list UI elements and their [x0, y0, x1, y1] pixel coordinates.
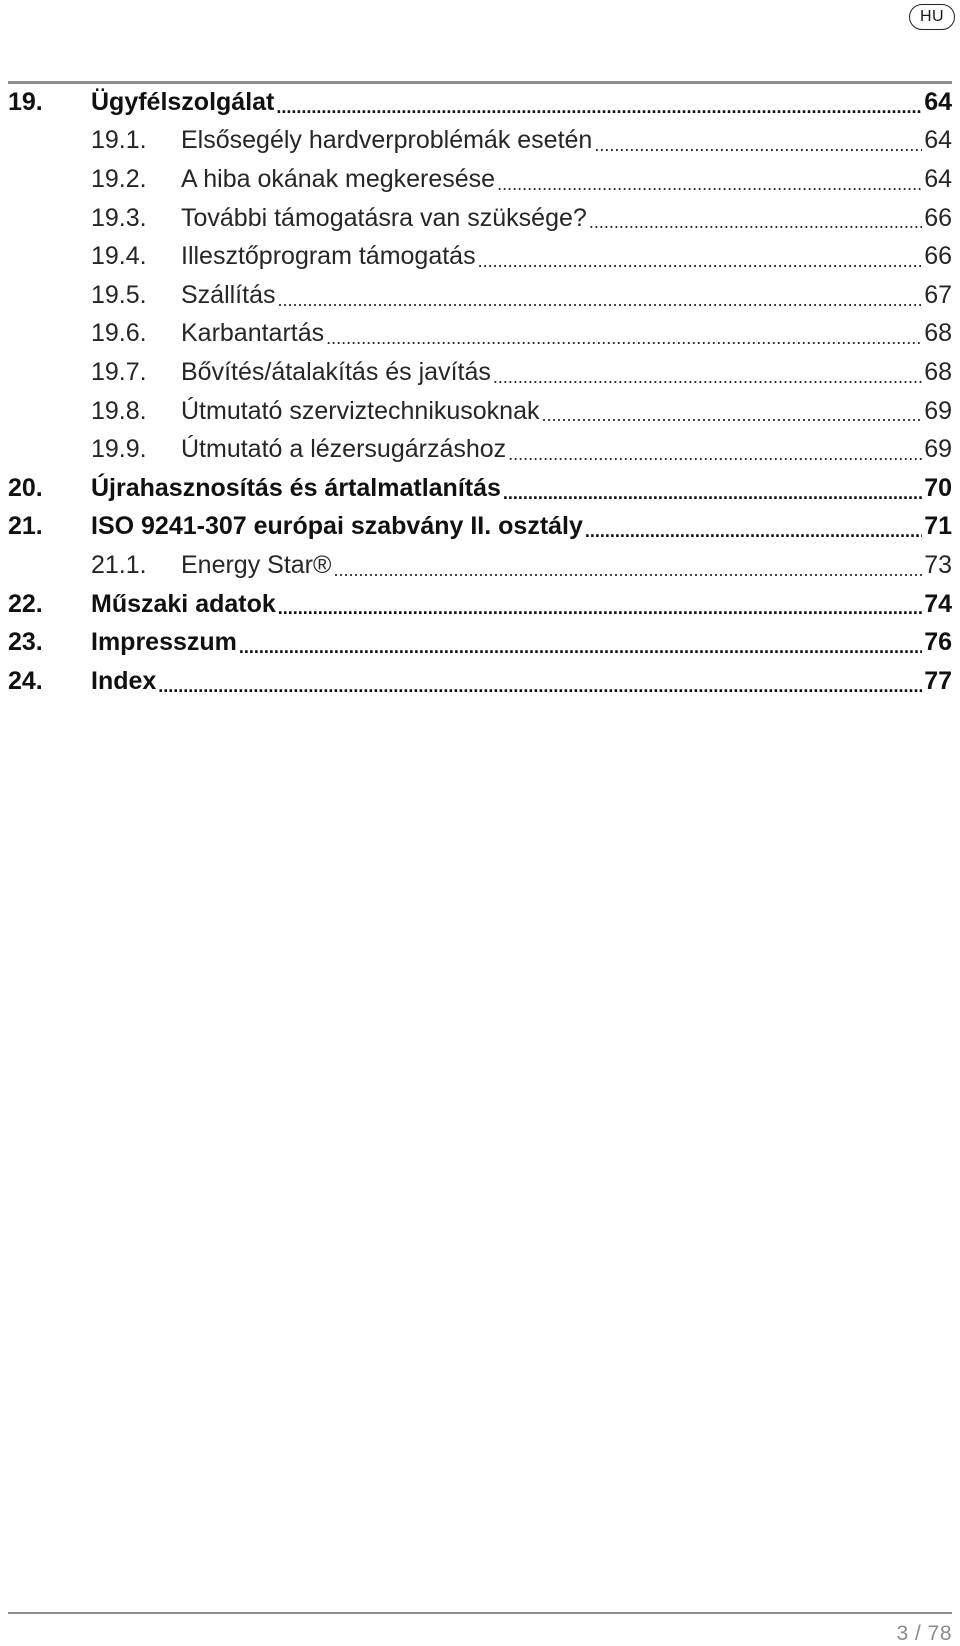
- toc-entry-page: 69: [924, 435, 952, 464]
- toc-leader-dots: [239, 636, 922, 662]
- toc-entry-19-1[interactable]: [8, 122, 952, 161]
- toc-entry-page: 64: [924, 87, 952, 116]
- toc-entry-22[interactable]: [8, 585, 952, 624]
- toc-leader-dots: [276, 96, 922, 122]
- toc-entry-number: 19.7.: [91, 357, 147, 386]
- toc-entry-number: 20.: [8, 473, 43, 502]
- toc-leader-dots: [594, 134, 922, 160]
- toc-entry-number: 21.: [8, 512, 43, 541]
- toc-entry-20[interactable]: [8, 469, 952, 508]
- toc-leader-dots: [585, 520, 922, 546]
- toc-entry-title: Bővítés/átalakítás és javítás: [181, 357, 491, 386]
- toc-entry-19-2[interactable]: [8, 160, 952, 199]
- toc-leader-dots: [589, 211, 922, 237]
- table-of-contents: [8, 83, 952, 701]
- language-badge: HU: [909, 4, 955, 30]
- toc-entry-page: 68: [924, 357, 952, 386]
- toc-entry-number: 19.4.: [91, 242, 147, 271]
- toc-entry-title: ISO 9241-307 európai szabvány II. osztály: [91, 512, 583, 541]
- toc-entry-number: 19.8.: [91, 396, 147, 425]
- toc-entry-19-5[interactable]: [8, 276, 952, 315]
- toc-entry-23[interactable]: [8, 623, 952, 662]
- toc-entry-title: Impresszum: [91, 628, 237, 657]
- toc-entry-page: 67: [924, 280, 952, 309]
- toc-entry-page: 64: [924, 164, 952, 193]
- toc-entry-title: Útmutató szerviztechnikusoknak: [181, 396, 540, 425]
- toc-entry-page: 74: [924, 589, 952, 618]
- toc-leader-dots: [278, 597, 922, 623]
- toc-entry-19-4[interactable]: [8, 237, 952, 276]
- toc-entry-title: Index: [91, 666, 157, 695]
- toc-leader-dots: [493, 366, 922, 392]
- toc-entry-number: 23.: [8, 628, 43, 657]
- toc-entry-number: 19.1.: [91, 126, 147, 155]
- toc-leader-dots: [503, 482, 922, 508]
- toc-entry-number: 24.: [8, 666, 43, 695]
- toc-entry-page: 76: [924, 628, 952, 657]
- toc-entry-title: Útmutató a lézersugárzáshoz: [181, 435, 507, 464]
- toc-entry-number: 22.: [8, 589, 43, 618]
- page-number: 3 / 78: [896, 1622, 952, 1645]
- toc-entry-page: 66: [924, 242, 952, 271]
- toc-entry-number: 19.9.: [91, 435, 147, 464]
- toc-entry-title: Szállítás: [181, 280, 276, 309]
- toc-entry-24[interactable]: [8, 662, 952, 701]
- toc-leader-dots: [158, 675, 922, 701]
- toc-entry-19-8[interactable]: [8, 392, 952, 431]
- toc-entry-page: 68: [924, 319, 952, 348]
- toc-entry-page: 69: [924, 396, 952, 425]
- toc-entry-19-3[interactable]: [8, 199, 952, 238]
- toc-entry-19-9[interactable]: [8, 430, 952, 469]
- toc-leader-dots: [333, 559, 922, 585]
- toc-entry-title: A hiba okának megkeresése: [181, 164, 496, 193]
- toc-entry-19-6[interactable]: [8, 315, 952, 354]
- toc-entry-title: Illesztőprogram támogatás: [181, 242, 476, 271]
- toc-entry-page: 71: [924, 512, 952, 541]
- toc-entry-number: 19.6.: [91, 319, 147, 348]
- toc-entry-title: Energy Star®: [181, 550, 332, 579]
- toc-entry-number: 19.3.: [91, 203, 147, 232]
- toc-leader-dots: [497, 173, 922, 199]
- toc-entry-title: Műszaki adatok: [91, 589, 276, 618]
- toc-entry-title: Elsősegély hardverproblémák esetén: [181, 126, 593, 155]
- toc-entry-page: 73: [924, 550, 952, 579]
- toc-entry-19[interactable]: [8, 83, 952, 122]
- toc-leader-dots: [326, 327, 922, 353]
- toc-leader-dots: [277, 289, 922, 315]
- toc-leader-dots: [541, 404, 922, 430]
- toc-entry-21[interactable]: [8, 508, 952, 547]
- toc-entry-page: 77: [924, 666, 952, 695]
- toc-entry-page: 64: [924, 126, 952, 155]
- bottom-divider: [8, 1612, 952, 1614]
- toc-entry-number: 19.5.: [91, 280, 147, 309]
- toc-entry-page: 70: [924, 473, 952, 502]
- toc-entry-title: Újrahasznosítás és ártalmatlanítás: [91, 473, 501, 502]
- toc-entry-number: 19.: [8, 87, 43, 116]
- toc-entry-21-1[interactable]: [8, 546, 952, 585]
- toc-entry-title: További támogatásra van szüksége?: [181, 203, 587, 232]
- toc-entry-title: Karbantartás: [181, 319, 325, 348]
- toc-entry-number: 19.2.: [91, 164, 147, 193]
- toc-entry-title: Ügyfélszolgálat: [91, 87, 275, 116]
- toc-leader-dots: [508, 443, 922, 469]
- toc-entry-page: 66: [924, 203, 952, 232]
- toc-entry-number: 21.1.: [91, 550, 147, 579]
- toc-entry-19-7[interactable]: [8, 353, 952, 392]
- toc-leader-dots: [478, 250, 923, 276]
